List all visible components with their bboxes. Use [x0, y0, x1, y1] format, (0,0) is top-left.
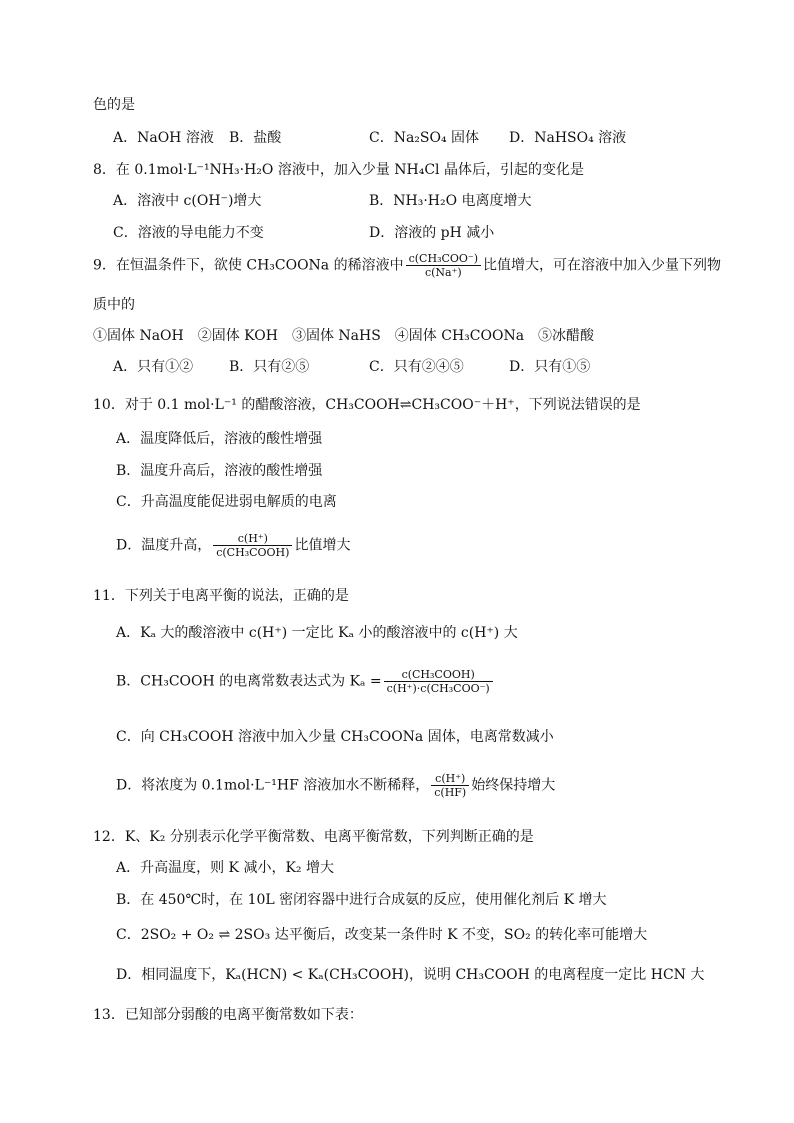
q9-option-a: A．只有①②	[113, 359, 194, 375]
q8-stem: 8．在 0.1mol·L⁻¹NH₃·H₂O 溶液中，加入少量 NH₄Cl 晶体后，引起的变化是	[93, 162, 584, 178]
q12-option-a: A．升高温度，则 K 减小，K₂ 增大	[116, 860, 334, 876]
q7-option-c: C．Na₂SO₄ 固体	[369, 130, 480, 146]
q9-stem	[93, 252, 721, 279]
q7-stem-tail: 色的是	[93, 97, 135, 113]
q10-option-b: B．温度升高后，溶液的酸性增强	[116, 463, 323, 479]
q12-option-c: C．2SO₂ + O₂ ⇌ 2SO₃ 达平衡后，改变某一条件时 K 不变，SO₂ 的转化率可能增大	[116, 927, 648, 943]
q9-fraction-numerator: c(CH₃COO⁻)	[406, 252, 481, 266]
q11-option-d-numerator: c(H⁺)	[431, 772, 469, 786]
q10-option-a: A．温度降低后，溶液的酸性增强	[116, 431, 323, 447]
q8-option-b: B．NH₃·H₂O 电离度增大	[369, 193, 532, 209]
q12-stem: 12．K、K₂ 分别表示化学平衡常数、电离平衡常数，下列判断正确的是	[93, 829, 534, 845]
q11-option-b-numerator: c(CH₃COOH)	[384, 668, 493, 682]
q11-option-d-fraction	[431, 772, 469, 799]
q10-option-d-denominator: c(CH₃COOH)	[216, 546, 290, 559]
q12-option-b: B．在 450℃时，在 10L 密闭容器中进行合成氨的反应，使用催化剂后 K 增大	[116, 892, 607, 908]
q10-option-d-before: D．温度升高，	[116, 537, 212, 554]
q11-option-a: A．Kₐ 大的酸溶液中 c(H⁺) 一定比 Kₐ 小的酸溶液中的 c(H⁺) 大	[116, 625, 518, 641]
q10-stem: 10．对于 0.1 mol·L⁻¹ 的醋酸溶液，CH₃COOH⇌CH₃COO⁻＋H⁺，下列说法错误的是	[93, 397, 641, 413]
q11-option-d-before: D．将浓度为 0.1mol·L⁻¹HF 溶液加水不断稀释，	[116, 777, 430, 794]
q9-option-c: C．只有②④⑤	[369, 359, 464, 375]
q9-stem-before: 9．在恒温条件下，欲使 CH₃COONa 的稀溶液中	[93, 257, 404, 274]
q11-option-b-fraction	[384, 668, 493, 695]
q9-option-d: D．只有①⑤	[509, 359, 591, 375]
q10-option-d	[116, 532, 350, 559]
q13-stem: 13．已知部分弱酸的电离平衡常数如下表：	[93, 1007, 363, 1023]
q11-option-b	[116, 668, 495, 695]
q8-option-a: A．溶液中 c(OH⁻)增大	[113, 193, 262, 209]
q8-option-c: C．溶液的导电能力不变	[113, 225, 264, 241]
q9-fraction	[406, 252, 481, 279]
q9-fraction-denominator: c(Na⁺)	[424, 266, 462, 279]
q7-option-a: A．NaOH 溶液	[113, 130, 214, 146]
q9-option-b: B．只有②⑤	[229, 359, 310, 375]
q7-option-b: B．盐酸	[229, 130, 282, 146]
q11-option-b-before: B．CH₃COOH 的电离常数表达式为 Kₐ =	[116, 673, 382, 690]
q11-option-d-denominator: c(HF)	[434, 786, 467, 799]
q12-option-d: D．相同温度下，Kₐ(HCN) < Kₐ(CH₃COOH)，说明 CH₃COOH 的电离程度一定比 HCN 大	[116, 967, 705, 983]
q9-choices: ①固体 NaOH ②固体 KOH ③固体 NaHS ④固体 CH₃COONa ⑤冰醋酸	[93, 328, 595, 344]
q11-option-b-denominator: c(H⁺)·c(CH₃COO⁻)	[386, 682, 490, 695]
q11-option-c: C．向 CH₃COOH 溶液中加入少量 CH₃COONa 固体，电离常数减小	[116, 729, 554, 745]
q10-option-d-numerator: c(H⁺)	[213, 532, 292, 546]
q10-option-d-after: 比值增大	[294, 537, 351, 554]
q11-option-d	[116, 772, 555, 799]
q8-option-d: D．溶液的 pH 减小	[369, 225, 495, 241]
q9-stem-after: 比值增大，可在溶液中加入少量下列物	[483, 257, 722, 274]
q10-option-d-fraction	[213, 532, 292, 559]
q9-stem-line2: 质中的	[93, 297, 135, 313]
q11-stem: 11．下列关于电离平衡的说法，正确的是	[93, 588, 349, 604]
q10-option-c: C．升高温度能促进弱电解质的电离	[116, 494, 337, 510]
q11-option-d-after: 始终保持增大	[471, 777, 556, 794]
q7-option-d: D．NaHSO₄ 溶液	[509, 130, 627, 146]
